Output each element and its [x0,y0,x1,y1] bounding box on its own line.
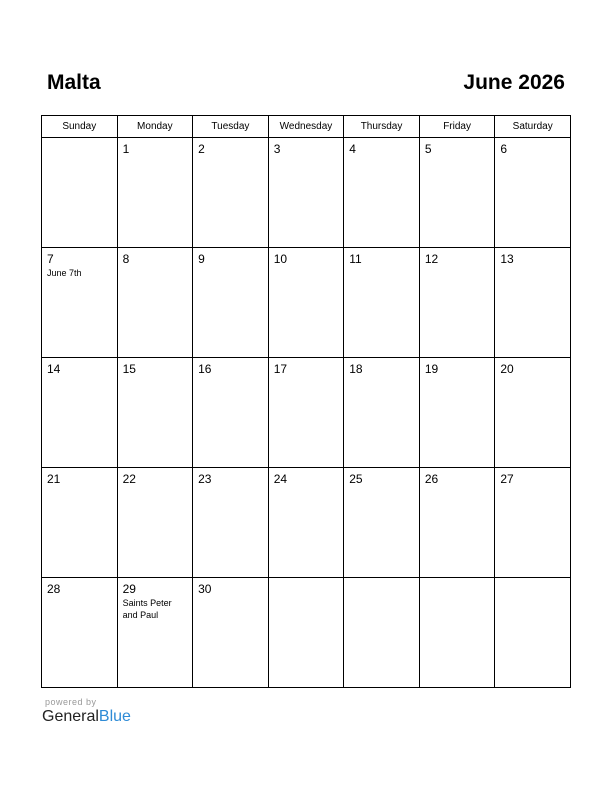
day-number: 1 [122,142,130,156]
day-cell [193,468,269,578]
week-row [42,248,571,358]
day-cell [495,248,571,358]
day-cell [117,138,193,248]
day-number: 6 [500,142,508,156]
holiday-label: Saints Peter and Paul [122,598,172,620]
day-cell [495,138,571,248]
day-cell [344,578,420,688]
calendar-grid [41,115,571,688]
day-cell [419,248,495,358]
weekday-header: Sunday [42,116,118,138]
day-cell [268,468,344,578]
day-number: 22 [122,472,136,486]
day-cell [344,138,420,248]
weekday-header: Thursday [344,116,420,138]
day-cell [344,468,420,578]
weekday-header: Friday [419,116,495,138]
day-cell [268,578,344,688]
weekday-header-row [42,116,571,138]
day-cell [344,248,420,358]
day-cell [419,468,495,578]
day-number: 5 [424,142,432,156]
day-cell [117,578,193,688]
day-cell [193,138,269,248]
day-number: 28 [47,582,61,596]
day-number: 18 [349,362,363,376]
powered-by-text: powered by [45,697,97,707]
day-number: 19 [424,362,439,376]
day-number: 2 [198,142,205,156]
day-cell [268,138,344,248]
holiday-label: June 7th [47,268,82,278]
day-cell [419,358,495,468]
day-number: 26 [424,472,439,486]
day-number: 29 [122,582,136,596]
day-number: 8 [122,252,130,266]
day-number: 20 [500,362,514,376]
day-number: 15 [122,362,136,376]
day-number: 25 [349,472,363,486]
week-row [42,138,571,248]
day-cell [42,578,118,688]
weekday-header: Tuesday [193,116,269,138]
brand-general: General [42,708,99,725]
day-cell [117,358,193,468]
day-cell [42,138,118,248]
brand-blue: Blue [98,708,131,725]
day-cell [117,468,193,578]
day-cell [268,358,344,468]
day-cell [495,468,571,578]
day-cell [117,248,193,358]
weekday-header: Monday [117,116,193,138]
day-number: 7 [47,252,54,266]
day-number: 4 [349,142,356,156]
day-cell [42,358,118,468]
day-cell [42,468,118,578]
weekday-header: Saturday [495,116,571,138]
day-number: 23 [198,472,212,486]
week-row [42,468,571,578]
day-number: 27 [500,472,514,486]
day-cell [419,578,495,688]
day-number: 13 [500,252,514,266]
day-cell [495,358,571,468]
day-number: 16 [198,362,212,376]
day-cell [495,578,571,688]
week-row [42,358,571,468]
day-number: 9 [198,252,205,266]
brand-logo [42,708,131,726]
day-cell [193,358,269,468]
day-number: 11 [349,252,362,266]
country-title: Malta [47,71,101,94]
day-cell [193,248,269,358]
day-cell [268,248,344,358]
month-year-title: June 2026 [463,71,565,94]
day-number: 21 [47,472,61,486]
day-number: 12 [424,252,439,266]
day-cell [42,248,118,358]
day-number: 14 [47,362,61,376]
day-number: 3 [273,142,281,156]
day-number: 24 [273,472,288,486]
week-row [42,578,571,688]
footer-branding [42,697,131,726]
day-number: 10 [273,252,288,266]
weekday-header: Wednesday [268,116,344,138]
day-number: 30 [198,582,212,596]
day-cell [419,138,495,248]
day-cell [193,578,269,688]
day-cell [344,358,420,468]
day-number: 17 [273,362,288,376]
